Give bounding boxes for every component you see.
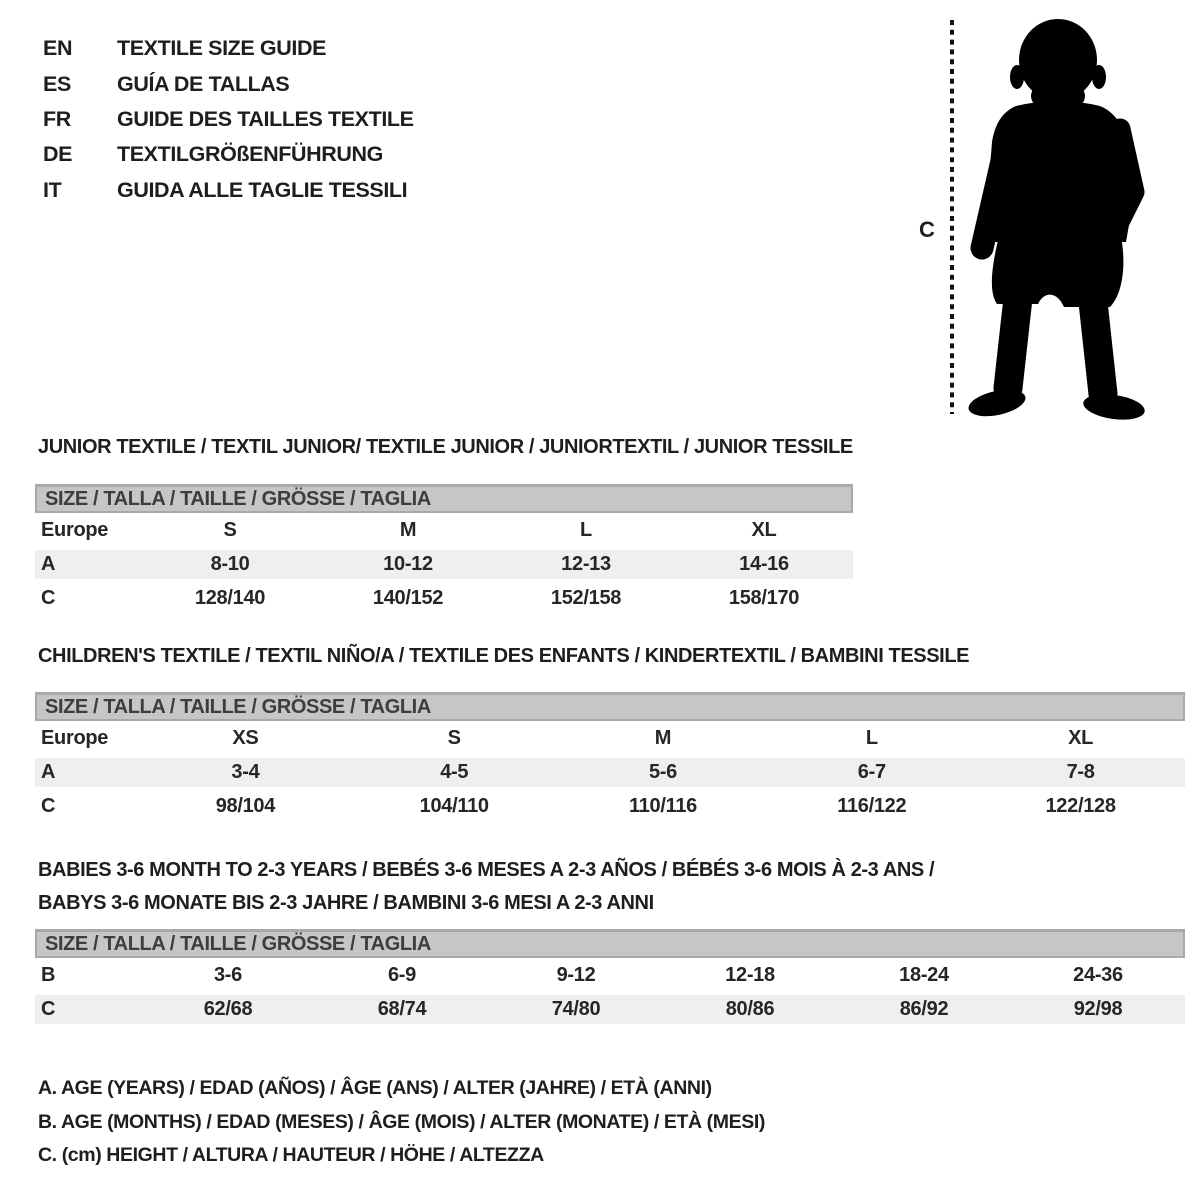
height-measure-label: C	[919, 217, 935, 242]
children-size-table	[35, 692, 1185, 823]
table-cell: 80/86	[725, 998, 775, 1020]
table-cell: XL	[751, 518, 777, 541]
table-cell: XL	[1068, 726, 1094, 749]
table-cell: 18-24	[899, 963, 949, 986]
language-row-es	[43, 66, 414, 101]
size-header-bar: SIZE / TALLA / TAILLE / GRÖSSE / TAGLIA	[35, 692, 1185, 721]
language-label: TEXTILE SIZE GUIDE	[117, 36, 327, 61]
table-cell: 6-7	[857, 761, 886, 783]
table-cell: 98/104	[215, 794, 276, 817]
legend-notes	[38, 1072, 765, 1173]
table-row	[35, 513, 853, 547]
table-cell: M	[654, 726, 672, 749]
table-cell: 3-4	[231, 761, 260, 783]
table-cell: 104/110	[419, 794, 489, 817]
table-cell: 7-8	[1066, 761, 1095, 783]
table-cell: 158/170	[728, 586, 800, 609]
table-cell: L	[580, 518, 592, 541]
table-cell: 122/128	[1045, 794, 1116, 817]
table-cell: 128/140	[194, 586, 266, 609]
table-cell: 3-6	[213, 963, 242, 986]
language-label: GUIDA ALLE TAGLIE TESSILI	[117, 177, 408, 202]
table-row	[35, 581, 853, 615]
table-cell: L	[865, 726, 878, 749]
language-label: GUÍA DE TALLAS	[117, 71, 290, 96]
table-row	[35, 721, 1185, 755]
table-cell: 5-6	[648, 761, 677, 783]
table-row	[35, 755, 1185, 789]
table-row	[35, 547, 853, 581]
table-cell: 74/80	[551, 998, 601, 1020]
junior-section-title: JUNIOR TEXTILE / TEXTIL JUNIOR/ TEXTILE JUNIOR / JUNIORTEXTIL / JUNIOR TESSILE	[38, 436, 853, 458]
row-label-cell: B	[41, 963, 56, 986]
table-cell: 140/152	[372, 586, 444, 609]
row-label-cell: C	[41, 794, 56, 817]
babies-section-title	[38, 854, 934, 919]
table-cell: XS	[232, 726, 259, 749]
table-cell: 4-5	[440, 761, 469, 783]
children-section-title: CHILDREN'S TEXTILE / TEXTIL NIÑO/A / TEXTILE DES ENFANTS / KINDERTEXTIL / BAMBINI TESSILE	[38, 645, 970, 667]
language-row-en	[43, 31, 414, 66]
table-cell: 86/92	[899, 998, 949, 1020]
table-cell: 152/158	[550, 586, 622, 609]
babies-title-line2: BABYS 3-6 MONATE BIS 2-3 JAHRE / BAMBINI 3-6 MESI A 2-3 ANNI	[38, 891, 654, 914]
table-cell: 68/74	[377, 998, 427, 1020]
language-label: TEXTILGRÖßENFÜHRUNG	[117, 142, 383, 167]
size-header-bar: SIZE / TALLA / TAILLE / GRÖSSE / TAGLIA	[35, 484, 853, 513]
table-cell: 14-16	[739, 553, 789, 575]
table-cell: 9-12	[556, 963, 596, 986]
language-code: EN	[43, 36, 73, 61]
toddler-silhouette-figure	[940, 14, 1155, 424]
table-row	[35, 958, 1185, 992]
language-label: GUIDE DES TAILLES TEXTILE	[117, 106, 414, 131]
language-code: DE	[43, 142, 73, 167]
language-code: FR	[43, 106, 71, 131]
language-row-it	[43, 173, 414, 208]
table-cell: 6-9	[387, 963, 416, 986]
table-cell: 8-10	[210, 553, 250, 575]
note-age-months: B. AGE (MONTHS) / EDAD (MESES) / ÂGE (MOIS) / ALTER (MONATE) / ETÀ (MESI)	[38, 1110, 765, 1133]
language-code: IT	[43, 177, 62, 202]
table-cell: 24-36	[1073, 963, 1123, 986]
note-height-cm: C. (cm) HEIGHT / ALTURA / HAUTEUR / HÖHE / ALTEZZA	[38, 1144, 544, 1167]
table-cell: M	[399, 518, 417, 541]
junior-size-table	[35, 484, 853, 615]
row-label-cell: Europe	[41, 726, 109, 749]
table-cell: 10-12	[383, 553, 433, 575]
table-cell: S	[447, 726, 461, 749]
size-header-bar: SIZE / TALLA / TAILLE / GRÖSSE / TAGLIA	[35, 929, 1185, 958]
language-row-fr	[43, 102, 414, 137]
language-row-de	[43, 137, 414, 172]
toddler-silhouette	[966, 19, 1146, 423]
language-list	[43, 31, 414, 208]
babies-title-line1: BABIES 3-6 MONTH TO 2-3 YEARS / BEBÉS 3-6 MESES A 2-3 AÑOS / BÉBÉS 3-6 MOIS À 2-3 ANS /	[38, 859, 935, 881]
note-age-years: A. AGE (YEARS) / EDAD (AÑOS) / ÂGE (ANS) / ALTER (JAHRE) / ETÀ (ANNI)	[38, 1077, 712, 1100]
table-cell: 110/116	[628, 794, 697, 817]
table-cell: 116/122	[837, 794, 907, 817]
table-cell: 12-18	[725, 963, 775, 986]
row-label-cell: A	[41, 553, 56, 575]
table-cell: 92/98	[1073, 998, 1123, 1020]
table-cell: 62/68	[203, 998, 253, 1020]
row-label-cell: A	[41, 761, 56, 783]
row-label-cell: C	[41, 586, 56, 609]
language-code: ES	[43, 71, 71, 96]
row-label-cell: C	[41, 998, 56, 1020]
table-row	[35, 789, 1185, 823]
table-row	[35, 992, 1185, 1026]
table-cell: 12-13	[561, 553, 611, 575]
babies-size-table	[35, 929, 1185, 1026]
table-cell: S	[223, 518, 237, 541]
row-label-cell: Europe	[41, 518, 109, 541]
